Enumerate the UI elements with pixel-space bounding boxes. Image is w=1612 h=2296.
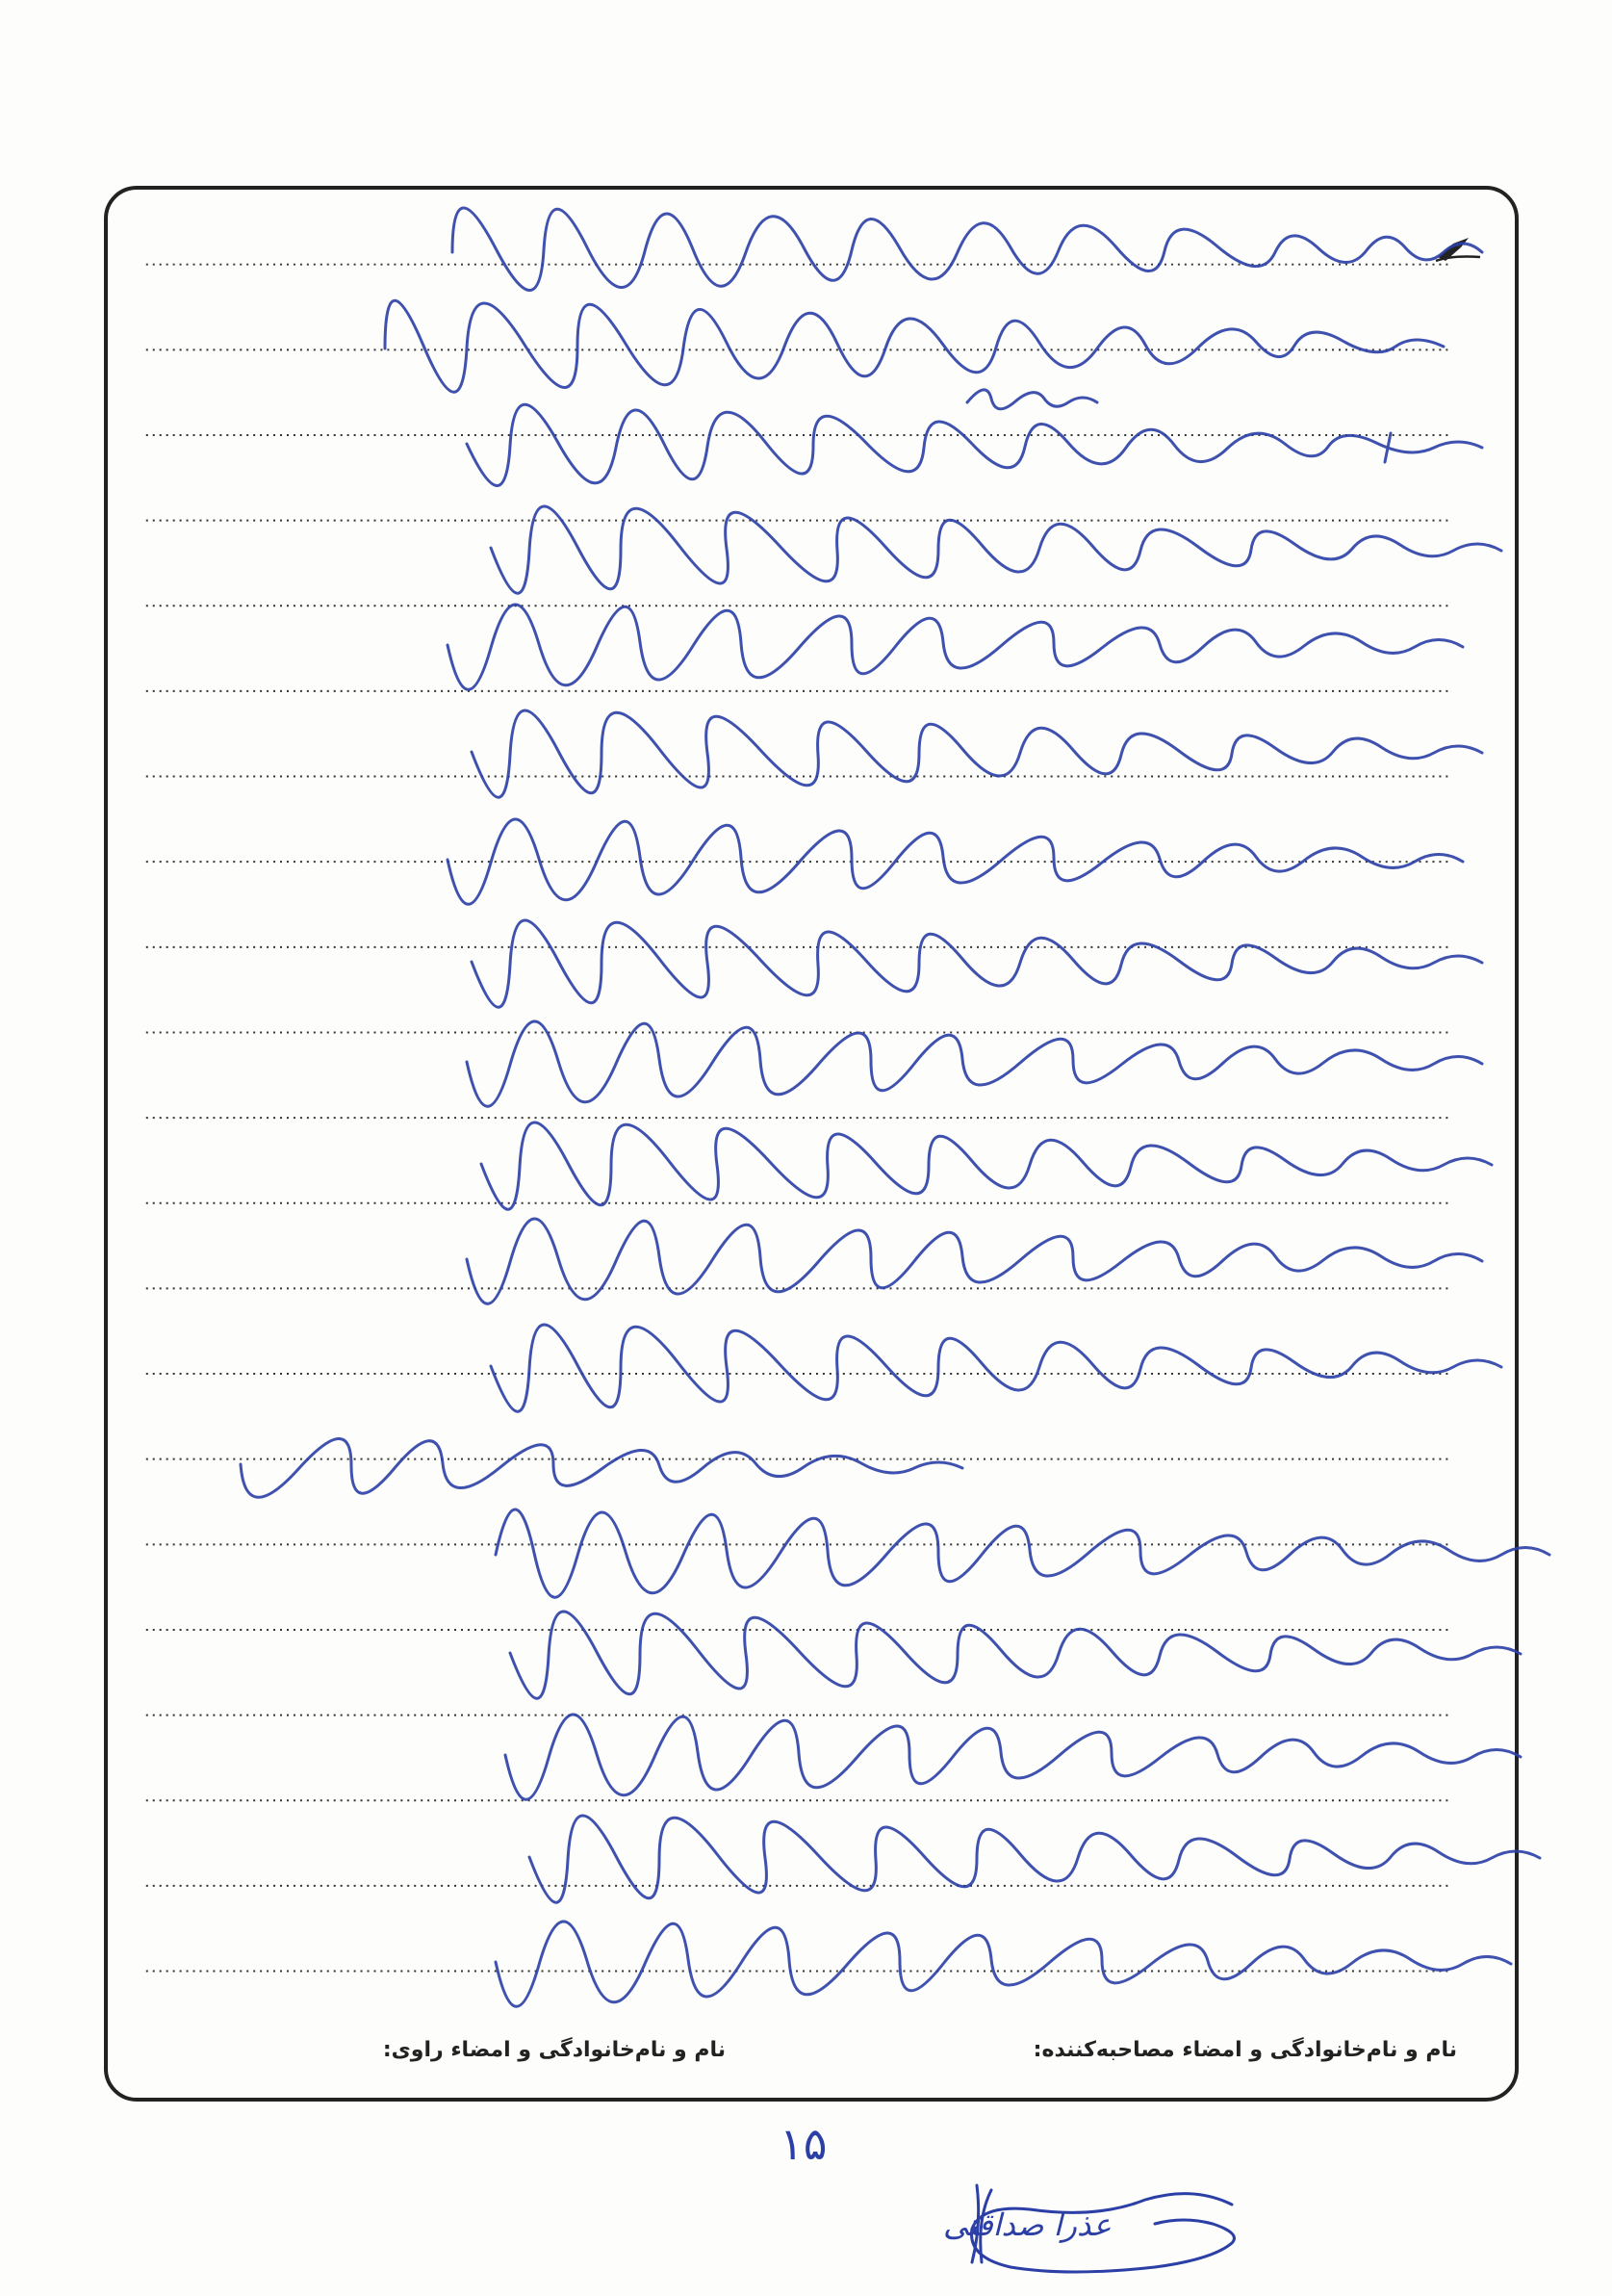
handwritten-line-18	[496, 1922, 1511, 2006]
handwritten-line-7	[448, 819, 1463, 904]
handwritten-line-16	[505, 1715, 1521, 1799]
interlinear-note	[967, 390, 1097, 409]
handwritten-line-14	[496, 1509, 1549, 1597]
handwritten-line-5	[448, 605, 1463, 689]
handwritten-line-3	[467, 404, 1482, 485]
page-number: ۱۵	[780, 2118, 828, 2170]
handwritten-line-2	[385, 300, 1444, 392]
handwritten-line-17	[529, 1816, 1540, 1902]
narrator-signature-label: نام و نام‌خانوادگی و امضاء راوی:	[382, 2038, 726, 2062]
handwritten-line-9	[467, 1021, 1482, 1106]
signature-name: عذرا صداقتی	[943, 2206, 1112, 2243]
handwritten-line-6	[472, 710, 1482, 797]
handwritten-line-1	[452, 208, 1482, 291]
handwritten-line-8	[472, 920, 1482, 1007]
handwritten-line-4	[491, 506, 1501, 593]
handwritten-line-13	[241, 1438, 962, 1497]
handwritten-line-12	[491, 1325, 1501, 1411]
handwritten-line-15	[510, 1612, 1521, 1698]
interviewer-signature-label: نام و نام‌خانوادگی و امضاء مصاحبه‌کننده:	[1033, 2038, 1457, 2062]
handwritten-line-10	[481, 1122, 1492, 1209]
handwritten-line-11	[467, 1219, 1482, 1303]
